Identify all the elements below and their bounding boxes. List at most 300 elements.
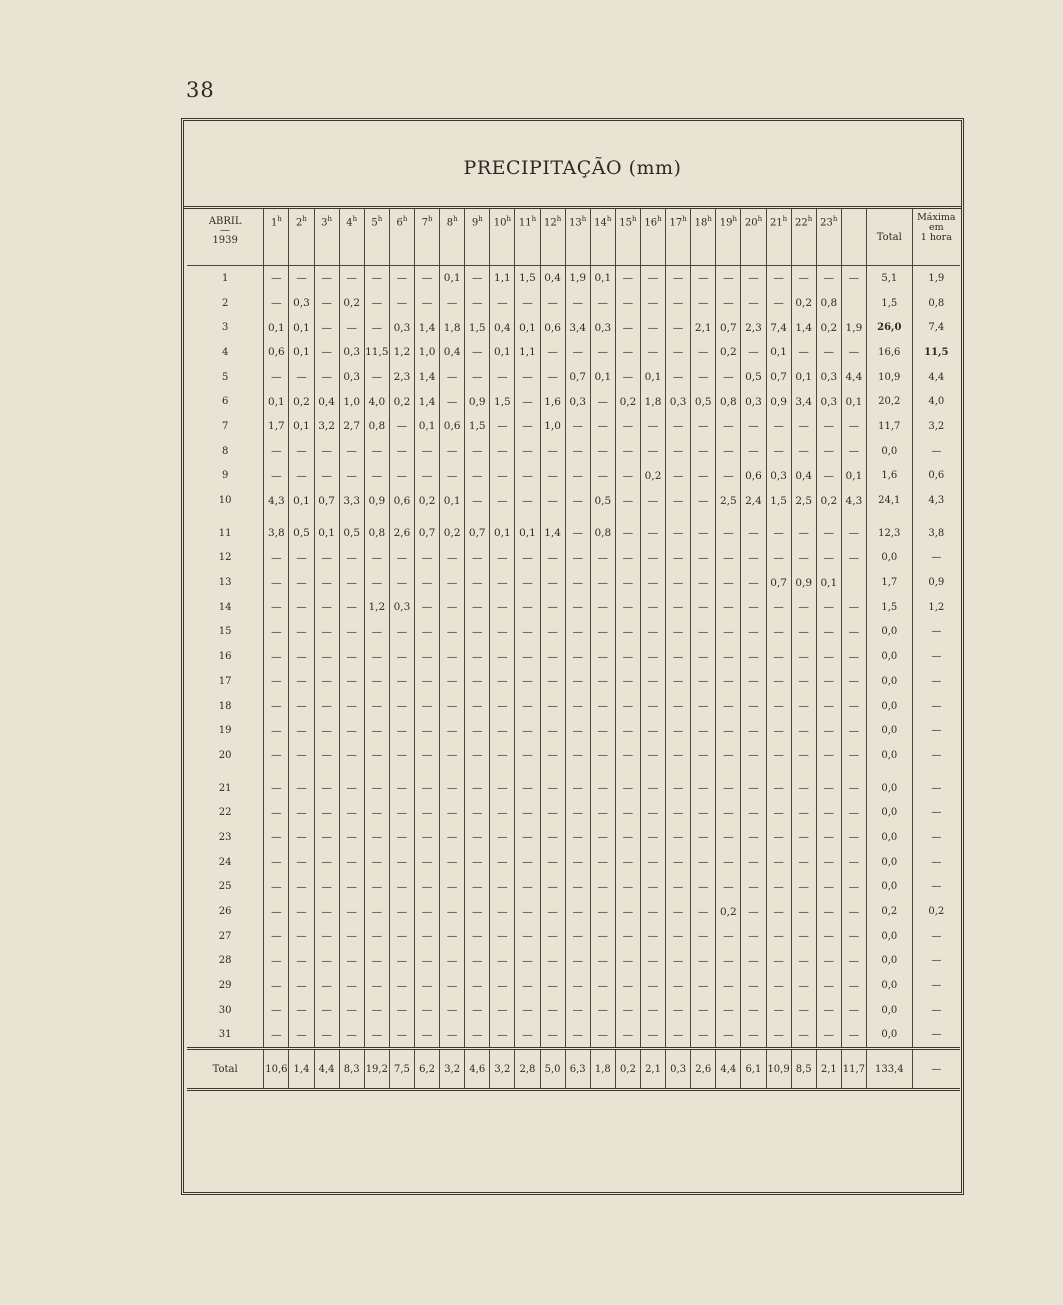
- hour-value: —: [465, 644, 490, 669]
- hour-value: —: [339, 924, 364, 949]
- hour-value: —: [741, 1023, 766, 1049]
- hour-value: —: [540, 949, 565, 974]
- hour-value: —: [289, 644, 314, 669]
- hour-value: —: [264, 949, 289, 974]
- hour-value: —: [264, 546, 289, 571]
- hour-value: —: [540, 875, 565, 900]
- hour-value: —: [515, 439, 540, 464]
- hour-value: 3,4: [565, 315, 590, 340]
- day-total: 0,0: [866, 973, 912, 998]
- hour-value: —: [314, 546, 339, 571]
- day-label: 26: [218, 906, 232, 918]
- hour-value: —: [716, 743, 741, 768]
- hour-value: —: [615, 340, 640, 365]
- hour-value: —: [540, 546, 565, 571]
- hour-value: —: [615, 266, 640, 291]
- hour-value: —: [766, 644, 791, 669]
- hour-value: —: [791, 973, 816, 998]
- hour-value: —: [314, 266, 339, 291]
- day-label: 30: [218, 1004, 232, 1016]
- hour-value: —: [515, 973, 540, 998]
- hour-value: —: [841, 825, 866, 850]
- hour-value: —: [640, 776, 665, 801]
- hour-value: 0,2: [791, 291, 816, 316]
- hour-value: —: [565, 570, 590, 595]
- day-label: 8: [221, 445, 229, 457]
- hour-value: —: [515, 570, 540, 595]
- hour-value: —: [716, 1023, 741, 1049]
- table-row: [187, 800, 960, 825]
- day-max-hour: —: [912, 694, 960, 719]
- hour-value: —: [565, 694, 590, 719]
- hour-value: 0,9: [791, 570, 816, 595]
- table-row: [187, 718, 960, 743]
- day-total: 0,0: [866, 825, 912, 850]
- hour-value: —: [816, 414, 841, 439]
- table-row: [187, 291, 960, 316]
- hour-value: —: [364, 570, 389, 595]
- hour-value: —: [816, 464, 841, 489]
- hour-value: 0,2: [414, 488, 439, 513]
- day-label: 4: [221, 346, 229, 358]
- hour-value: —: [490, 743, 515, 768]
- hour-value: —: [666, 414, 691, 439]
- hour-value: —: [465, 620, 490, 645]
- hour-value: —: [741, 718, 766, 743]
- hour-value: —: [565, 488, 590, 513]
- hour-value: —: [515, 694, 540, 719]
- hour-value: —: [816, 546, 841, 571]
- hour-value: —: [640, 669, 665, 694]
- hour-value: 0,1: [440, 488, 465, 513]
- hour-value: —: [264, 800, 289, 825]
- hour-value: —: [791, 899, 816, 924]
- hour-value: 2,3: [741, 315, 766, 340]
- hour-value: [841, 291, 866, 316]
- grand-max: —: [912, 1049, 960, 1090]
- hour-value: —: [791, 875, 816, 900]
- hour-value: —: [540, 439, 565, 464]
- hour-value: —: [791, 743, 816, 768]
- hour-value: —: [590, 776, 615, 801]
- hour-value: —: [414, 718, 439, 743]
- hour-value: —: [389, 694, 414, 719]
- hour-value: —: [741, 620, 766, 645]
- hour-value: —: [791, 800, 816, 825]
- hour-value: —: [741, 340, 766, 365]
- day-max-hour: —: [912, 439, 960, 464]
- header-hour-4: 4$^h$: [339, 209, 364, 266]
- day-total: 10,9: [866, 365, 912, 390]
- hour-value: 0,4: [490, 315, 515, 340]
- hour-value: —: [691, 973, 716, 998]
- hour-value: —: [465, 973, 490, 998]
- hour-value: —: [414, 546, 439, 571]
- hour-value: —: [716, 414, 741, 439]
- hour-value: —: [364, 875, 389, 900]
- hour-value: —: [389, 414, 414, 439]
- hour-value: —: [841, 439, 866, 464]
- day-max-hour: —: [912, 546, 960, 571]
- hour-value: —: [364, 998, 389, 1023]
- hour-value: —: [816, 743, 841, 768]
- day-max-hour: —: [912, 973, 960, 998]
- hour-value: —: [339, 570, 364, 595]
- day-total: 0,0: [866, 1023, 912, 1049]
- day-total: 0,0: [866, 949, 912, 974]
- hour-value: 1,5: [490, 389, 515, 414]
- hour-value: —: [565, 620, 590, 645]
- hour-value: —: [440, 389, 465, 414]
- hour-value: 1,4: [414, 315, 439, 340]
- hour-value: —: [741, 595, 766, 620]
- hour-value: —: [264, 365, 289, 390]
- hour-value: —: [364, 464, 389, 489]
- hour-value: —: [691, 488, 716, 513]
- hour-total: 10,6: [264, 1049, 289, 1090]
- hour-total: 1,4: [289, 1049, 314, 1090]
- hour-value: —: [389, 669, 414, 694]
- hour-value: —: [414, 464, 439, 489]
- table-row: [187, 546, 960, 571]
- hour-value: —: [640, 1023, 665, 1049]
- hour-value: —: [364, 644, 389, 669]
- table-row: [187, 776, 960, 801]
- hour-value: —: [264, 570, 289, 595]
- hour-value: —: [490, 718, 515, 743]
- hour-value: —: [615, 291, 640, 316]
- hour-value: —: [515, 464, 540, 489]
- hour-value: 0,1: [264, 315, 289, 340]
- hour-value: —: [440, 973, 465, 998]
- hour-value: 0,3: [766, 464, 791, 489]
- hour-value: —: [440, 1023, 465, 1049]
- hour-value: —: [515, 1023, 540, 1049]
- hour-value: —: [490, 291, 515, 316]
- header-hour-10: 10$^h$: [490, 209, 515, 266]
- hour-value: —: [339, 439, 364, 464]
- hour-value: 1,7: [264, 414, 289, 439]
- hour-value: —: [640, 875, 665, 900]
- hour-value: —: [389, 924, 414, 949]
- hour-value: —: [816, 973, 841, 998]
- hour-value: —: [565, 949, 590, 974]
- hour-value: —: [741, 743, 766, 768]
- hour-value: 0,3: [816, 389, 841, 414]
- hour-total: 2,1: [816, 1049, 841, 1090]
- hour-value: —: [816, 998, 841, 1023]
- hour-value: —: [339, 743, 364, 768]
- day-total: 0,0: [866, 669, 912, 694]
- page-number: 38: [186, 78, 215, 102]
- hour-value: —: [264, 694, 289, 719]
- hour-value: 0,6: [741, 464, 766, 489]
- hour-value: —: [264, 1023, 289, 1049]
- hour-value: —: [666, 669, 691, 694]
- hour-value: —: [414, 850, 439, 875]
- hour-value: —: [640, 825, 665, 850]
- hour-value: —: [540, 291, 565, 316]
- hour-value: —: [264, 718, 289, 743]
- header-hour-9: 9$^h$: [465, 209, 490, 266]
- day-label: 14: [218, 601, 232, 613]
- day-total: 1,6: [866, 464, 912, 489]
- hour-value: —: [515, 875, 540, 900]
- hour-value: —: [465, 266, 490, 291]
- day-label: 7: [221, 420, 229, 432]
- hour-value: 1,6: [540, 389, 565, 414]
- hour-value: —: [440, 998, 465, 1023]
- hour-value: —: [716, 439, 741, 464]
- hour-value: —: [339, 464, 364, 489]
- hour-value: 1,9: [565, 266, 590, 291]
- hour-value: —: [666, 875, 691, 900]
- hour-value: 1,0: [339, 389, 364, 414]
- header-hour-17: 17$^h$: [666, 209, 691, 266]
- hour-value: 2,1: [691, 315, 716, 340]
- hour-value: —: [515, 620, 540, 645]
- hour-value: —: [716, 825, 741, 850]
- hour-value: 0,7: [465, 521, 490, 546]
- hour-value: —: [841, 644, 866, 669]
- table-row: [187, 669, 960, 694]
- hour-value: —: [791, 776, 816, 801]
- hour-value: —: [666, 1023, 691, 1049]
- hour-value: —: [615, 776, 640, 801]
- hour-value: —: [590, 924, 615, 949]
- hour-value: —: [540, 924, 565, 949]
- day-max-hour: 3,2: [912, 414, 960, 439]
- hour-value: —: [389, 949, 414, 974]
- day-max-hour: 4,3: [912, 488, 960, 513]
- hour-value: —: [490, 365, 515, 390]
- hour-value: —: [264, 464, 289, 489]
- hour-value: 0,8: [816, 291, 841, 316]
- hour-value: —: [515, 546, 540, 571]
- hour-value: —: [465, 669, 490, 694]
- hour-value: —: [389, 899, 414, 924]
- hour-value: —: [691, 743, 716, 768]
- hour-value: 0,7: [766, 570, 791, 595]
- hour-value: 0,7: [314, 488, 339, 513]
- hour-value: —: [389, 973, 414, 998]
- hour-value: —: [440, 776, 465, 801]
- day-label: 2: [221, 297, 229, 309]
- table-row: [187, 570, 960, 595]
- hour-value: —: [841, 669, 866, 694]
- hour-value: —: [364, 924, 389, 949]
- table-frame: [181, 118, 964, 1195]
- day-max-hour: —: [912, 949, 960, 974]
- header-hour-12: 12$^h$: [540, 209, 565, 266]
- hour-value: —: [289, 718, 314, 743]
- hour-value: —: [640, 340, 665, 365]
- table-row: [187, 439, 960, 464]
- hour-value: —: [590, 973, 615, 998]
- hour-value: 0,1: [766, 340, 791, 365]
- hour-value: 2,3: [389, 365, 414, 390]
- hour-value: —: [540, 800, 565, 825]
- hour-value: —: [490, 850, 515, 875]
- hour-value: —: [841, 521, 866, 546]
- hour-value: 0,1: [490, 521, 515, 546]
- hour-value: —: [841, 800, 866, 825]
- hour-value: 0,2: [640, 464, 665, 489]
- hour-total: 10,9: [766, 1049, 791, 1090]
- table-row: [187, 595, 960, 620]
- hour-value: —: [314, 464, 339, 489]
- hour-value: —: [314, 694, 339, 719]
- hour-value: —: [615, 998, 640, 1023]
- hour-total: 8,5: [791, 1049, 816, 1090]
- hour-value: 1,8: [640, 389, 665, 414]
- hour-value: —: [565, 743, 590, 768]
- hour-value: —: [490, 439, 515, 464]
- hour-value: —: [264, 743, 289, 768]
- hour-value: —: [364, 776, 389, 801]
- hour-value: —: [766, 595, 791, 620]
- hour-value: —: [465, 365, 490, 390]
- hour-value: —: [615, 570, 640, 595]
- hour-value: —: [841, 718, 866, 743]
- hour-value: —: [364, 718, 389, 743]
- day-label: 27: [218, 930, 232, 942]
- hour-value: —: [841, 998, 866, 1023]
- hour-value: —: [716, 875, 741, 900]
- day-total: 0,0: [866, 718, 912, 743]
- hour-value: —: [414, 800, 439, 825]
- hour-value: —: [640, 620, 665, 645]
- hour-value: —: [666, 620, 691, 645]
- day-label: 22: [218, 807, 232, 819]
- hour-value: —: [791, 718, 816, 743]
- table-row: [187, 365, 960, 390]
- hour-total: 2,1: [640, 1049, 665, 1090]
- hour-value: —: [841, 595, 866, 620]
- hour-total: 4,4: [716, 1049, 741, 1090]
- hour-value: —: [841, 340, 866, 365]
- day-total: 20,2: [866, 389, 912, 414]
- hour-value: 0,2: [816, 315, 841, 340]
- hour-value: —: [691, 875, 716, 900]
- hour-value: —: [289, 439, 314, 464]
- hour-value: —: [440, 595, 465, 620]
- hour-value: —: [414, 743, 439, 768]
- hour-value: —: [314, 570, 339, 595]
- day-max-hour: 4,0: [912, 389, 960, 414]
- hour-value: 0,8: [364, 414, 389, 439]
- hour-value: —: [389, 718, 414, 743]
- day-total: 0,0: [866, 875, 912, 900]
- hour-value: —: [666, 595, 691, 620]
- day-label: 18: [218, 700, 232, 712]
- hour-value: —: [691, 825, 716, 850]
- hour-value: —: [414, 924, 439, 949]
- day-total: 0,0: [866, 924, 912, 949]
- hour-value: —: [816, 850, 841, 875]
- hour-value: —: [791, 340, 816, 365]
- hour-value: —: [691, 924, 716, 949]
- hour-value: —: [314, 973, 339, 998]
- day-total: 26,0: [866, 315, 912, 340]
- hour-value: —: [615, 644, 640, 669]
- hour-value: —: [414, 949, 439, 974]
- hour-value: —: [741, 973, 766, 998]
- hour-value: —: [816, 776, 841, 801]
- hour-value: 4,4: [841, 365, 866, 390]
- hour-value: —: [264, 825, 289, 850]
- hour-value: —: [691, 620, 716, 645]
- hour-value: —: [515, 949, 540, 974]
- day-max-hour: —: [912, 825, 960, 850]
- hour-value: —: [791, 620, 816, 645]
- hour-value: —: [440, 644, 465, 669]
- table-row: [187, 620, 960, 645]
- hour-value: 1,2: [364, 595, 389, 620]
- hour-value: —: [741, 825, 766, 850]
- hour-value: —: [314, 776, 339, 801]
- table-row: [187, 315, 960, 340]
- hour-value: —: [590, 414, 615, 439]
- day-total: 1,5: [866, 291, 912, 316]
- table-row: [187, 389, 960, 414]
- day-max-hour: —: [912, 998, 960, 1023]
- hour-total: 11,7: [841, 1049, 866, 1090]
- hour-value: 0,6: [440, 414, 465, 439]
- hour-value: —: [816, 266, 841, 291]
- hour-value: —: [289, 266, 314, 291]
- header-hour-6: 6$^h$: [389, 209, 414, 266]
- precipitation-table: [187, 209, 960, 1091]
- day-label: 15: [218, 626, 232, 638]
- day-total: 0,0: [866, 694, 912, 719]
- hour-value: 0,1: [289, 340, 314, 365]
- day-total: 12,3: [866, 521, 912, 546]
- day-label: 23: [218, 831, 232, 843]
- hour-value: —: [414, 570, 439, 595]
- hour-value: —: [666, 521, 691, 546]
- hour-value: —: [666, 365, 691, 390]
- hour-value: —: [691, 644, 716, 669]
- hour-value: —: [339, 776, 364, 801]
- hour-value: —: [465, 340, 490, 365]
- hour-value: —: [716, 365, 741, 390]
- hour-value: —: [540, 694, 565, 719]
- hour-value: 1,4: [540, 521, 565, 546]
- hour-value: 0,9: [364, 488, 389, 513]
- hour-total: 6,3: [565, 1049, 590, 1090]
- hour-value: 1,1: [490, 266, 515, 291]
- hour-value: —: [766, 694, 791, 719]
- hour-value: —: [615, 850, 640, 875]
- hour-value: 0,7: [565, 365, 590, 390]
- hour-value: —: [666, 998, 691, 1023]
- grand-total: 133,4: [866, 1049, 912, 1090]
- hour-total: 0,2: [615, 1049, 640, 1090]
- hour-value: —: [314, 595, 339, 620]
- hour-value: —: [716, 266, 741, 291]
- hour-value: —: [590, 875, 615, 900]
- hour-value: —: [741, 875, 766, 900]
- day-total: 0,0: [866, 644, 912, 669]
- hour-value: 0,5: [590, 488, 615, 513]
- table-row: [187, 973, 960, 998]
- hour-value: —: [364, 365, 389, 390]
- hour-value: —: [691, 521, 716, 546]
- hour-value: —: [440, 800, 465, 825]
- hour-value: —: [766, 546, 791, 571]
- hour-value: —: [590, 694, 615, 719]
